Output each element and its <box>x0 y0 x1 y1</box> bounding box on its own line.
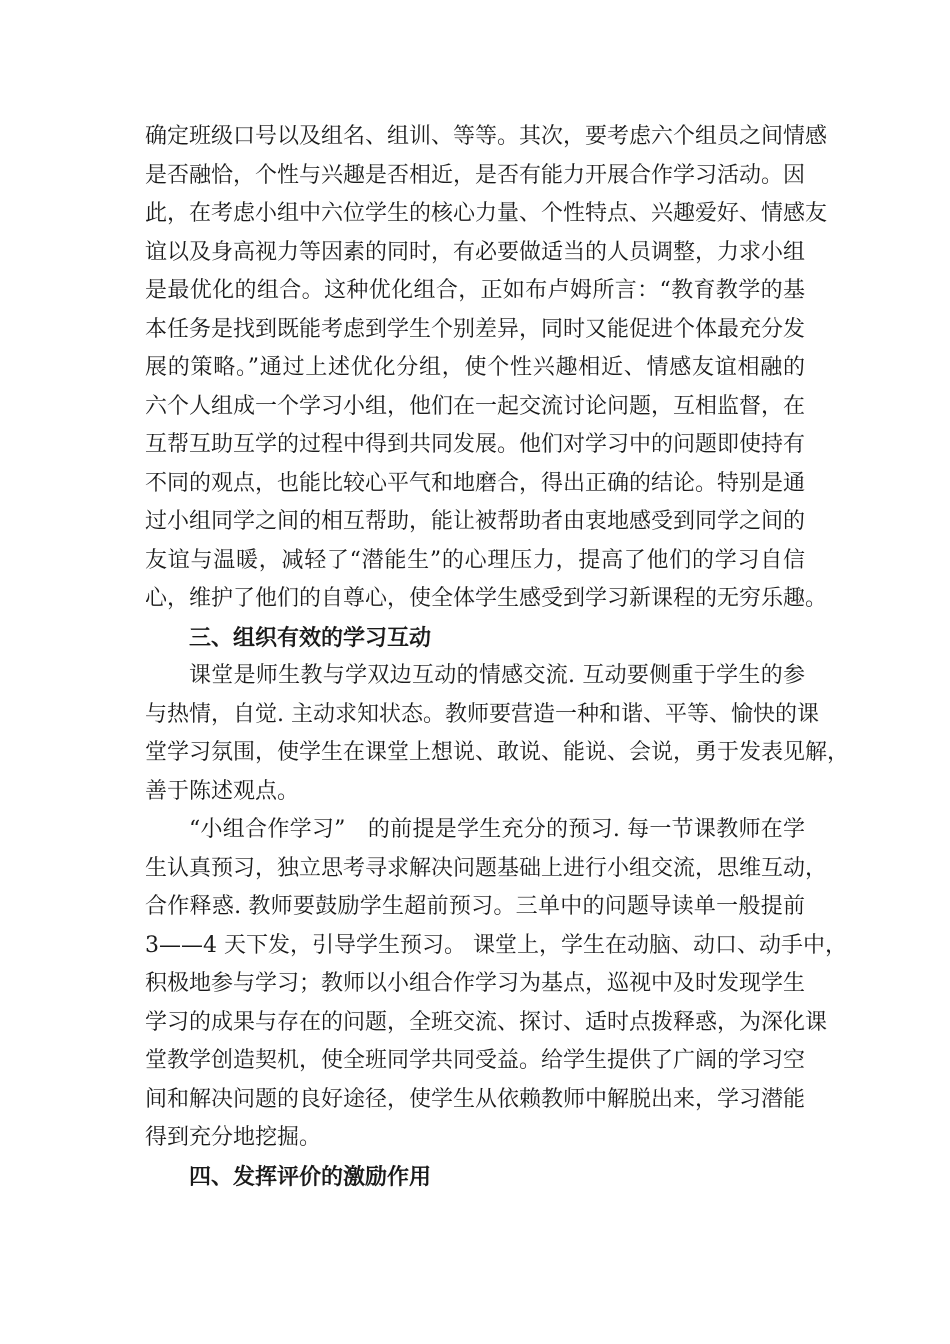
text-line: 确定班级口号以及组名、组训、等等。其次，要考虑六个组员之间情感 <box>145 124 828 149</box>
paragraph <box>145 657 850 811</box>
text-line: 心，维护了他们的自尊心，使全体学生感受到学习新课程的无穷乐趣。 <box>145 586 828 611</box>
text-line: 学习的成果与存在的问题，全班交流、探讨、适时点拨释惑，为深化课 <box>145 1009 828 1035</box>
text-line: 过小组同学之间的相互帮助，能让被帮助者由衷地感受到同学之间的 <box>145 509 806 534</box>
document-body <box>145 118 850 1196</box>
text-line: 是否融恰，个性与兴趣是否相近，是否有能力开展合作学习活动。因 <box>145 162 806 188</box>
text-line: 展的策略。”通过上述优化分组，使个性兴趣相近、情感友谊相融的 <box>145 355 805 380</box>
text-line: 六个人组成一个学习小组，他们在一起交流讨论问题，互相监督，在 <box>145 393 806 419</box>
text-line: 不同的观点，也能比较心平气和地磨合，得出正确的结论。特别是通 <box>145 470 806 496</box>
text-line: 谊以及身高视力等因素的同时，有必要做适当的人员调整，力求小组 <box>145 239 806 265</box>
text-line: “小组合作学习” 的前提是学生充分的预习. 每一节课教师在学 <box>189 817 805 842</box>
text-line: 3——4 天下发，引导学生预习。 课堂上，学生在动脑、动口、动手中， <box>145 932 847 958</box>
text-line: 友谊与温暖，减轻了“潜能生”的心理压力，提高了他们的学习自信 <box>145 547 805 573</box>
text-line: 生认真预习，独立思考寻求解决问题基础上进行小组交流，思维互动， <box>145 855 828 881</box>
text-line: 此，在考虑小组中六位学生的核心力量、个性特点、兴趣爱好、情感友 <box>145 201 828 226</box>
text-line: 间和解决问题的良好途径，使学生从依赖教师中解脱出来，学习潜能 <box>145 1086 806 1112</box>
paragraph <box>145 118 828 619</box>
text-line: 课堂是师生教与学双边互动的情感交流. 互动要侧重于学生的参 <box>189 663 805 688</box>
text-line: 善于陈述观点。 <box>145 778 300 804</box>
text-line: 堂教学创造契机，使全班同学共同受益。给学生提供了广阔的学习空 <box>145 1048 806 1073</box>
text-line: 与热情，自觉. 主动求知状态。教师要营造一种和谐、平等、愉快的课 <box>145 701 819 727</box>
section-heading <box>145 619 805 658</box>
paragraph <box>145 811 847 1158</box>
section-heading <box>145 1158 805 1197</box>
text-line: 本任务是找到既能考虑到学生个别差异，同时又能促进个体最充分发 <box>145 316 806 342</box>
heading-text: 四、发挥评价的激励作用 <box>189 1163 432 1190</box>
heading-text: 三、组织有效的学习互动 <box>189 624 432 651</box>
text-line: 互帮互助互学的过程中得到共同发展。他们对学习中的问题即使持有 <box>145 432 806 457</box>
text-line: 是最优化的组合。这种优化组合，正如布卢姆所言：“教育教学的基 <box>145 278 805 303</box>
text-line: 积极地参与学习；教师以小组合作学习为基点，巡视中及时发现学生 <box>145 971 806 996</box>
text-line: 堂学习氛围，使学生在课堂上想说、敢说、能说、会说，勇于发表见解， <box>145 740 850 765</box>
text-line: 得到充分地挖掘。 <box>145 1125 322 1150</box>
text-line: 合作释惑. 教师要鼓励学生超前预习。三单中的问题导读单一般提前 <box>145 894 805 919</box>
